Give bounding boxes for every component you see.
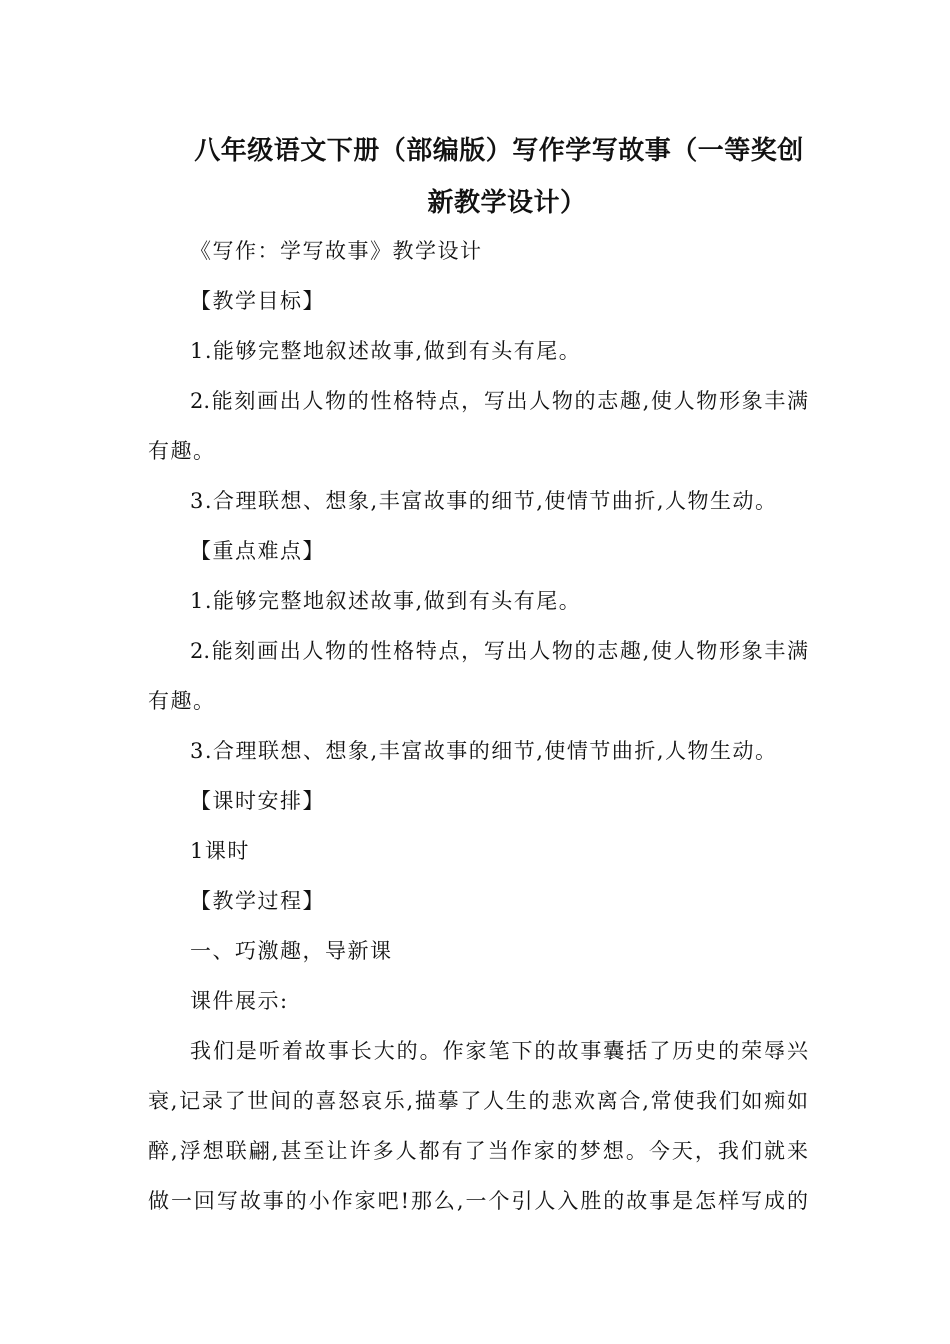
paragraph-line: 我们是听着故事长大的。作家笔下的故事囊括了历史的荣辱兴 (190, 1039, 808, 1063)
section-heading-key-points: 【重点难点】 (190, 539, 325, 563)
paragraph-line: 有趣。 (148, 689, 216, 713)
paragraph-line: 3.合理联想、想象,丰富故事的细节,使情节曲折,人物生动。 (190, 489, 778, 513)
paragraph-line: 衰,记录了世间的喜怒哀乐,描摹了人生的悲欢离合,常使我们如痴如 (148, 1089, 808, 1113)
paragraph-line: 有趣。 (148, 439, 216, 463)
paragraph-line: 1课时 (190, 839, 250, 863)
section-heading-schedule: 【课时安排】 (190, 789, 325, 813)
paragraph-line: 课件展示: (190, 989, 289, 1013)
paragraph-line: 2.能刻画出人物的性格特点，写出人物的志趣,使人物形象丰满 (190, 389, 808, 413)
document-title-line-2: 新教学设计） (427, 188, 587, 218)
paragraph-line: 2.能刻画出人物的性格特点，写出人物的志趣,使人物形象丰满 (190, 639, 808, 663)
subtitle: 《写作：学写故事》教学设计 (190, 239, 483, 263)
paragraph-line: 醉,浮想联翩,甚至让许多人都有了当作家的梦想。今天，我们就来 (148, 1139, 808, 1163)
paragraph-line: 1.能够完整地叙述故事,做到有头有尾。 (190, 589, 582, 613)
paragraph-line: 1.能够完整地叙述故事,做到有头有尾。 (190, 339, 582, 363)
paragraph-line: 3.合理联想、想象,丰富故事的细节,使情节曲折,人物生动。 (190, 739, 778, 763)
paragraph-line: 做一回写故事的小作家吧!那么,一个引人入胜的故事是怎样写成的 (148, 1189, 808, 1213)
subsection-heading: 一、巧激趣，导新课 (190, 939, 393, 963)
document-title-line-1: 八年级语文下册（部编版）写作学写故事（一等奖创 (194, 136, 804, 166)
section-heading-process: 【教学过程】 (190, 889, 325, 913)
section-heading-objectives: 【教学目标】 (190, 289, 325, 313)
